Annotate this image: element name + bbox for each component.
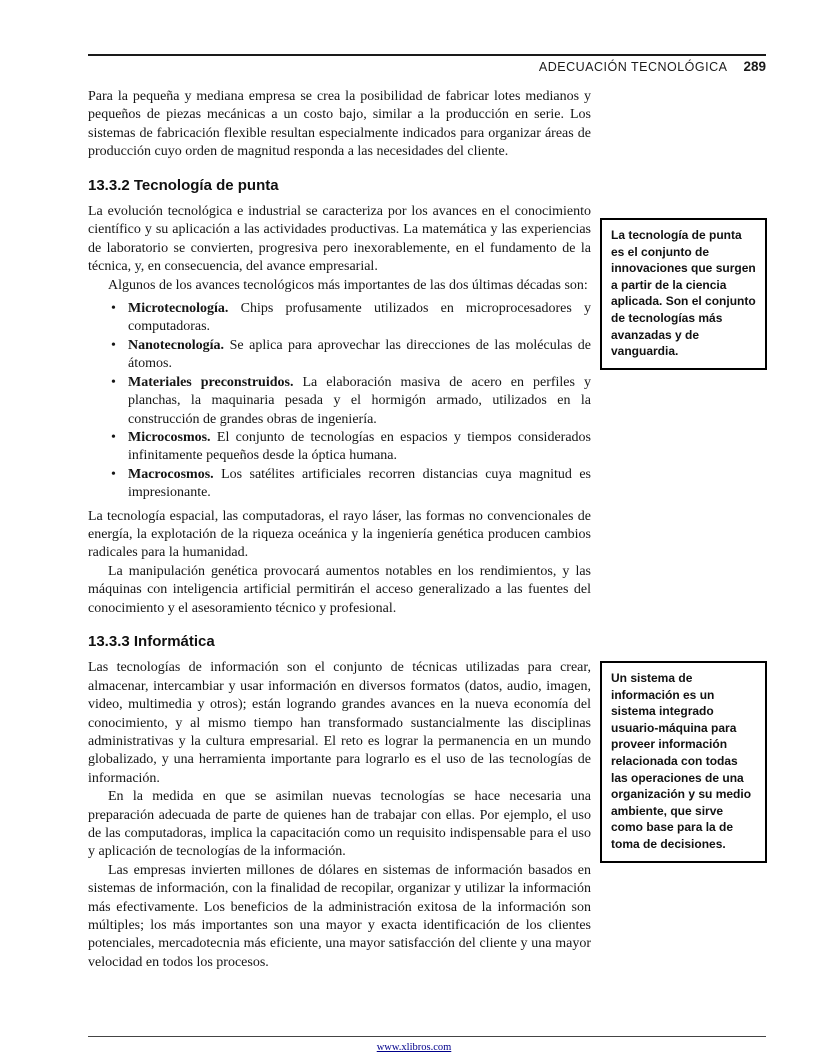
list-item [88,374,591,429]
margin-note-informatica [600,661,767,863]
paragraph: En la medida en que se asimilan nuevas tecnologías se hace necesaria una preparación adecuada de parte de quienes han de trabajar con ellas. Por ejemplo, el uso de las computadoras, implica la capacitación como un requisito indispensable para el uso y aplicación de tecnologías de la información. [88,789,591,860]
bullet-text: Se aplica para aprovechar las direcciones de las moléculas de átomos. [128,337,592,372]
bullet-icon: • [111,429,116,445]
paragraph: Las tecnologías de información son el conjunto de técnicas utilizadas para crear, almacenar, intercambiar y usar información en diversos formatos (datos, audio, imagen, video, multimedia y otros); están logrando grandes avances en la nueva economía del conocimiento, y al mismo tiempo han transformado sustancialmente las disciplinas administrativas y la cultura empresarial. El reto es lograr la permanencia en un mundo globalizado, y una herramienta importante para lograrlo es el uso de las tecnologías de información. [88,660,591,786]
footer-link[interactable]: www.xlibros.com [376,1042,452,1053]
bullet-icon: • [111,301,116,317]
main-text-column [88,88,591,972]
bullet-term: Materiales preconstruidos. [128,374,294,390]
running-head-title: ADECUACIÓN TECNOLÓGICA [538,60,728,74]
page-number: 289 [743,59,766,74]
bullet-text: Chips profusamente utilizados en microprocesadores y computadoras. [128,301,591,335]
bullet-text: La elaboración masiva de acero en perfiles y planchas, la maquinaria pesada y el hormigón armado, utilizados en la construcción de grandes obras de ingeniería. [128,374,591,427]
list-item [88,300,591,337]
bullet-icon: • [111,374,116,390]
bullet-text: El conjunto de tecnologías en espacios y tiempos considerados infinitamente pequeños desde la óptica humana. [128,429,591,464]
margin-note-text: Un sistema de información es un sistema integrado usuario-máquina para proveer información relacionada con todas las operaciones de una organización y su medio ambiente, que sirve como base para la de toma de decisiones. [611,671,752,851]
technology-bullet-list [88,300,591,502]
paragraph: La manipulación genética provocará aumentos notables en los rendimientos, y las máquinas con inteligencia artificial permitirán el acceso generalizado a las fuentes del conocimiento y el asesoramiento técnico y profesional. [88,563,591,616]
bullet-term: Nanotecnología. [128,337,225,353]
running-head [88,59,766,74]
footer-rule [88,1036,766,1037]
paragraph-intro: Para la pequeña y mediana empresa se crea la posibilidad de fabricar lotes medianos y pequeños de piezas mecánicas a un costo bajo, similar a la producción en serie. Los sistemas de fabricación flexible resultan especialmente indicados para organizar áreas de producción cuyo orden de magnitud responda a las necesidades del cliente. [88,89,591,160]
paragraph: Algunos de los avances tecnológicos más importantes de las dos últimas décadas son: [108,277,588,293]
list-item [88,337,591,374]
paragraph: Las empresas invierten millones de dólares en sistemas de información basados en sistemas de información, con la finalidad de recopilar, organizar y utilizar la información más efectivamente. Los beneficios de la administración exitosa de la información son múltiples; los más importantes son una mayor y exacta identificación de los clientes potenciales, mercadotecnia más eficiente, una mayor satisfacción del cliente y una mayor velocidad en todos los procesos. [88,862,591,970]
bullet-term: Macrocosmos. [128,466,214,482]
bullet-term: Microtecnología. [128,301,229,317]
bullet-icon: • [111,466,116,482]
section-heading-informatica: 13.3.3 Informática [88,632,215,650]
section-heading-tecnologia: 13.3.2 Tecnología de punta [88,176,279,194]
list-item [88,466,591,503]
paragraph: La tecnología espacial, las computadoras, el rayo láser, las formas no convencionales de energía, la explotación de la riqueza oceánica y la ingeniería genética producen cambios radicales para la humanidad. [88,508,591,561]
paragraph: La evolución tecnológica e industrial se caracteriza por los avances en el conocimiento científico y su aplicación a las actividades productivas. La matemática y las experiencias de laboratorio se convierten, progresiva pero inexorablemente, en el fundamento de la técnica, y, en consecuencia, del avance empresarial. [88,204,591,275]
margin-note-tecnologia [600,218,767,370]
bullet-term: Microcosmos. [128,429,211,445]
list-item [88,429,591,466]
bullet-text: Los satélites artificiales recorren distancias cuya magnitud es impresionante. [128,466,591,501]
margin-note-text: La tecnología de punta es el conjunto de innovaciones que surgen a partir de la ciencia aplicada. Son el conjunto de tecnologías más avanzadas y de vanguardia. [611,228,756,359]
bullet-icon: • [111,337,116,353]
header-rule [88,54,766,56]
